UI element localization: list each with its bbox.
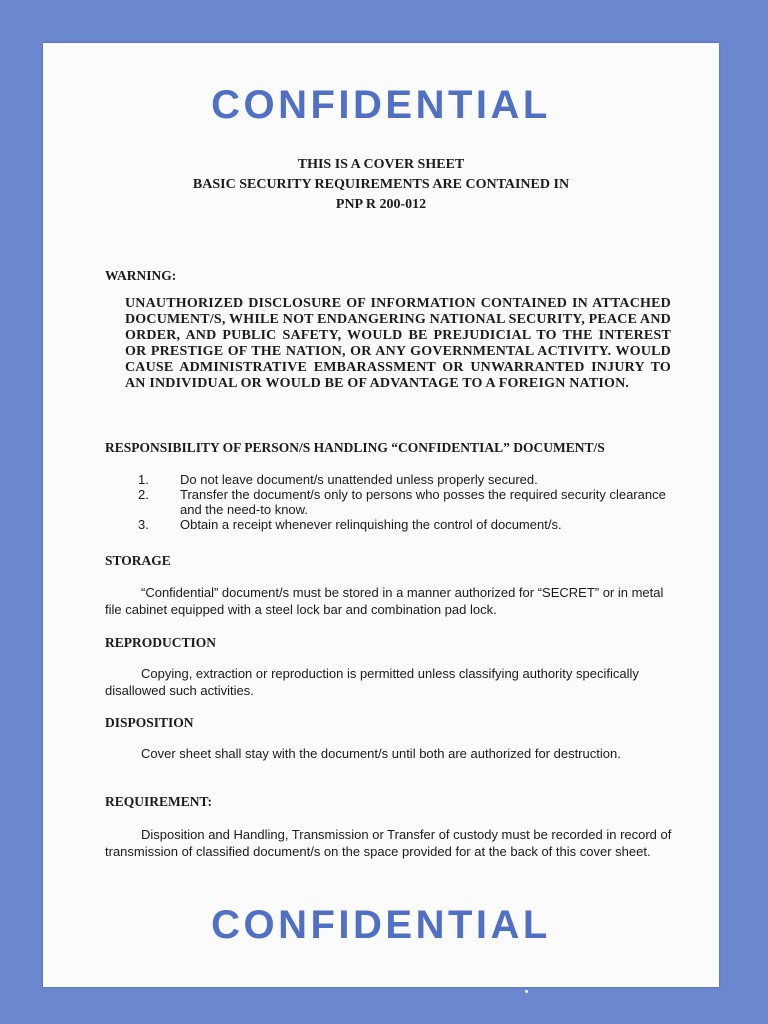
storage-text: “Confidential” document/s must be stored in a manner authorized for “SECRET” or in metal file cabinet equipped with a steel lock bar and combination pad lock.	[105, 585, 664, 617]
list-item-number: 3.	[138, 517, 149, 532]
requirement-heading: REQUIREMENT:	[105, 794, 213, 809]
responsibility-list	[138, 472, 678, 532]
list-item-text: Do not leave document/s unattended unless properly secured.	[180, 472, 538, 487]
cover-line-2: BASIC SECURITY REQUIREMENTS ARE CONTAINED IN	[192, 177, 570, 192]
list-item	[138, 517, 678, 532]
warning-label: WARNING:	[105, 268, 177, 283]
disposition-heading: DISPOSITION	[105, 715, 194, 730]
cover-line-3: PNP R 200-012	[335, 197, 427, 212]
list-item	[138, 472, 678, 487]
list-item-number: 2.	[138, 487, 149, 502]
requirement-paragraph	[105, 826, 675, 860]
disposition-text: Cover sheet shall stay with the document/s until both are authorized for destruction.	[141, 746, 621, 761]
confidential-banner-top: CONFIDENTIAL	[211, 83, 551, 127]
reproduction-text: Copying, extraction or reproduction is permitted unless classifying authority specifically disallowed such activities.	[105, 666, 639, 698]
reproduction-paragraph	[105, 665, 675, 699]
storage-heading: STORAGE	[105, 553, 171, 568]
list-item-text: Obtain a receipt whenever relinquishing the control of document/s.	[180, 517, 562, 532]
cover-sheet	[43, 43, 719, 987]
list-item-text: Transfer the document/s only to persons who posses the required security clearance and the need-to know.	[180, 487, 666, 517]
paper-speck	[525, 990, 528, 993]
list-item	[138, 487, 678, 517]
responsibility-heading: RESPONSIBILITY OF PERSON/S HANDLING “CONFIDENTIAL” DOCUMENT/S	[105, 440, 605, 455]
storage-paragraph	[105, 584, 675, 618]
disposition-paragraph	[105, 745, 675, 762]
cover-heading	[43, 155, 719, 215]
cover-line-1: THIS IS A COVER SHEET	[297, 157, 465, 172]
warning-text: UNAUTHORIZED DISCLOSURE OF INFORMATION CONTAINED IN ATTACHED DOCUMENT/S, WHILE NOT ENDANGERING NATIONAL SECURITY, PEACE AND ORDER, AND PUBLIC SAFETY, WOULD BE PREJUDICIAL TO THE INTEREST OR PRESTIGE OF THE NATION, OR ANY GOVERNMENTAL ACTIVITY. WOULD CAUSE ADMINISTRATIVE EMBARASSMENT OR UNWARRANTED INJURY TO AN INDIVIDUAL OR WOULD BE OF ADVANTAGE TO A FOREIGN NATION.	[125, 296, 671, 391]
confidential-banner-bottom: CONFIDENTIAL	[211, 903, 551, 947]
reproduction-heading: REPRODUCTION	[105, 635, 217, 650]
list-item-number: 1.	[138, 472, 149, 487]
requirement-text: Disposition and Handling, Transmission or Transfer of custody must be recorded in record of transmission of classified document/s on the space provided for at the back of this cover sheet.	[105, 827, 672, 859]
